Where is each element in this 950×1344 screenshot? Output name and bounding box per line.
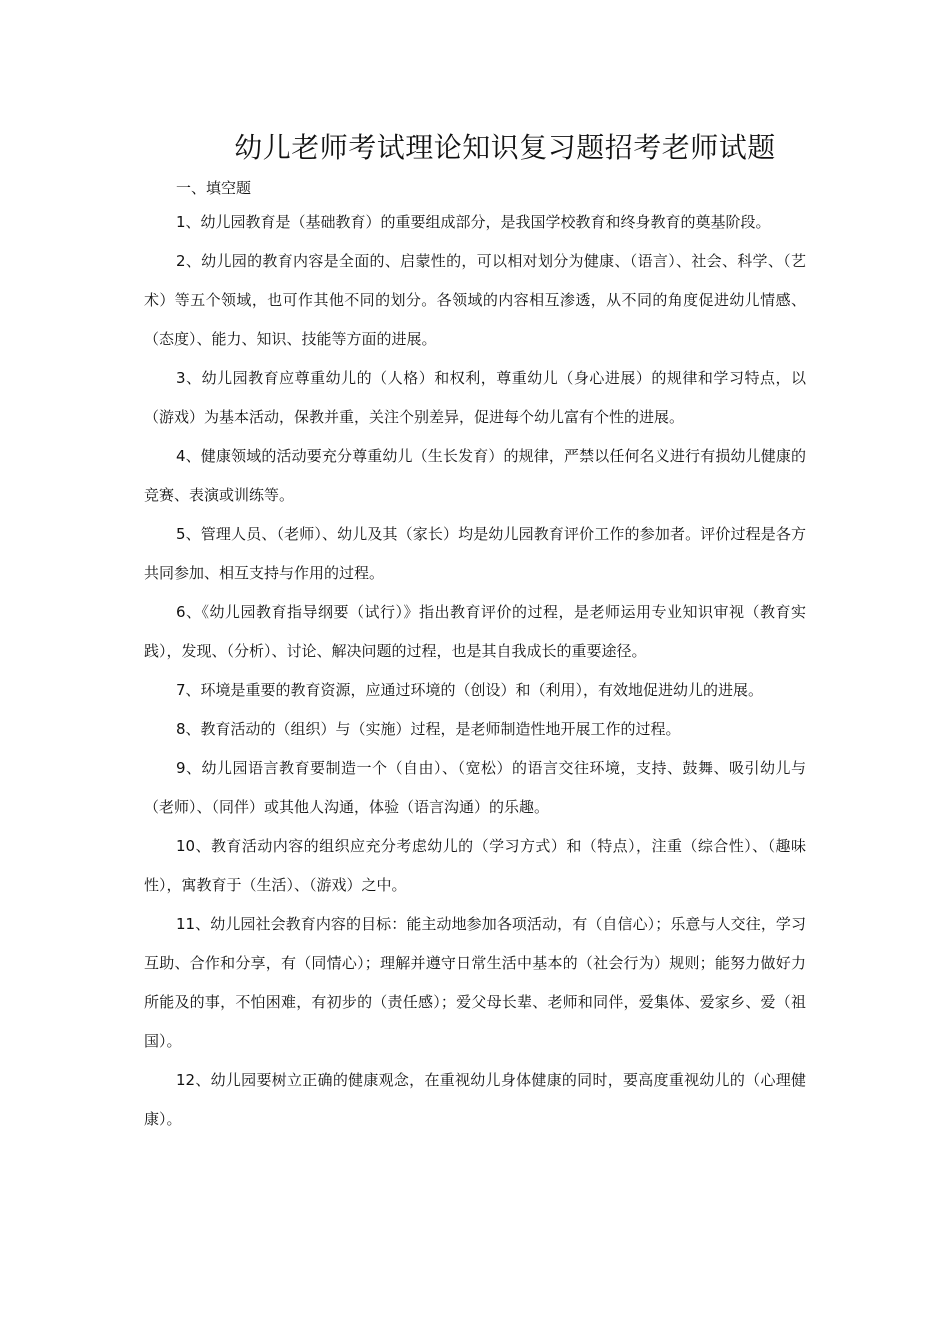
question-12: 12、幼儿园要树立正确的健康观念，在重视幼儿身体健康的同时，要高度重视幼儿的（心理健康）。 — [144, 1071, 806, 1128]
question-11: 11、幼儿园社会教育内容的目标：能主动地参加各项活动，有（自信心）；乐意与人交往，学习互助、合作和分享，有（同情心）；理解并遵守日常生活中基本的（社会行为）规则；能努力做好力所能及的事，不怕困难，有初步的（责任感）；爱父母长辈、老师和同伴，爱集体、爱家乡、爱（祖国）。 — [144, 915, 806, 1050]
question-3: 3、幼儿园教育应尊重幼儿的（人格）和权利，尊重幼儿（身心进展）的规律和学习特点，以（游戏）为基本活动，保教并重，关注个别差异，促进每个幼儿富有个性的进展。 — [144, 369, 806, 426]
question-4: 4、健康领域的活动要充分尊重幼儿（生长发育）的规律，严禁以任何名义进行有损幼儿健康的竞赛、表演或训练等。 — [144, 447, 806, 504]
question-7: 7、环境是重要的教育资源，应通过环境的（创设）和（利用），有效地促进幼儿的进展。 — [176, 681, 764, 699]
question-6: 6、《幼儿园教育指导纲要（试行）》指出教育评价的过程，是老师运用专业知识审视（教育实践），发现、（分析）、讨论、解决问题的过程，也是其自我成长的重要途径。 — [144, 603, 806, 660]
document-title: 幼儿老师考试理论知识复习题招考老师试题 — [234, 131, 776, 164]
question-8: 8、教育活动的（组织）与（实施）过程，是老师制造性地开展工作的过程。 — [176, 720, 681, 738]
question-5: 5、管理人员、（老师）、幼儿及其（家长）均是幼儿园教育评价工作的参加者。评价过程是各方共同参加、相互支持与作用的过程。 — [144, 525, 806, 582]
question-list — [144, 203, 806, 1139]
question-2: 2、幼儿园的教育内容是全面的、启蒙性的，可以相对划分为健康、（语言）、社会、科学、（艺术）等五个领域，也可作其他不同的划分。各领域的内容相互渗透，从不同的角度促进幼儿情感、（态度）、能力、知识、技能等方面的进展。 — [144, 252, 806, 348]
question-10: 10、教育活动内容的组织应充分考虑幼儿的（学习方式）和（特点），注重（综合性）、（趣味性），寓教育于（生活）、（游戏）之中。 — [144, 837, 806, 894]
section-heading: 一、填空题 — [176, 179, 252, 197]
question-9: 9、幼儿园语言教育要制造一个（自由）、（宽松）的语言交往环境，支持、鼓舞、吸引幼儿与（老师）、（同伴）或其他人沟通，体验（语言沟通）的乐趣。 — [144, 759, 806, 816]
question-1: 1、幼儿园教育是（基础教育）的重要组成部分，是我国学校教育和终身教育的奠基阶段。 — [176, 213, 771, 231]
